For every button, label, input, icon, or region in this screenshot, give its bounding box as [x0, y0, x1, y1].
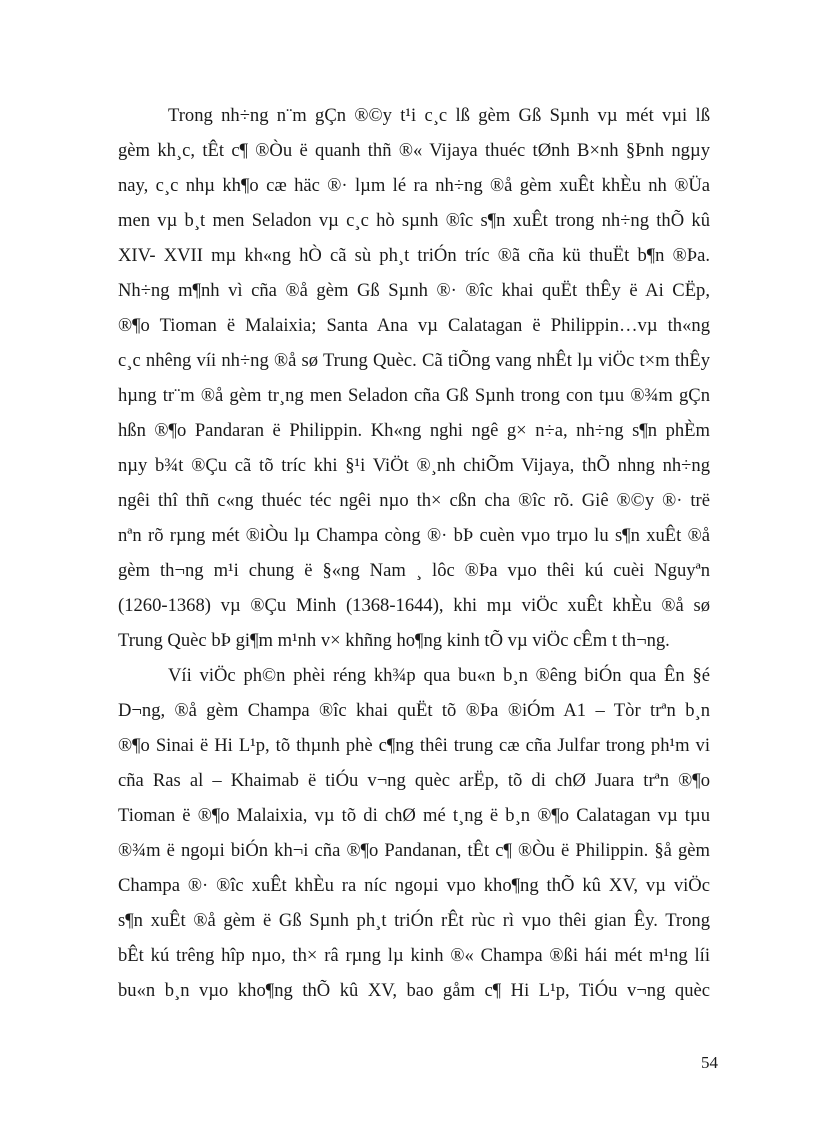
text-line: Champa ®· ®îc xuÊt khÈu ra níc ngoµi vµo kho¶ng thÕ kû XV, vµ viÖc	[118, 875, 710, 896]
page-number: 54	[701, 1053, 718, 1072]
text-line: XIV- XVII mµ kh«ng hÒ cã sù ph¸t triÓn tríc ®ã cña kü thuËt b¶n ®Þa.	[118, 245, 710, 266]
text-line: nªn rõ rµng mét ®iÒu lµ Champa còng ®· bÞ cuèn vµo trµo lu s¶n xuÊt ®å	[118, 525, 710, 546]
text-line: gèm th¬ng m¹i chung ë §«ng Nam ¸ lôc ®Þa vµo thêi kú cuèi Nguyªn	[118, 560, 710, 581]
body-text	[118, 98, 710, 1008]
text-line: Tioman ë ®¶o Malaixia, vµ tõ di chØ mé t¸ng ë b¸n ®¶o Calatagan vµ tµu	[118, 805, 710, 826]
paragraph-2	[118, 658, 710, 1008]
text-line: gèm kh¸c, tÊt c¶ ®Òu ë quanh thñ ®« Vijaya thuéc tØnh B×nh §Þnh ngµy	[118, 140, 710, 161]
text-line: Trung Quèc bÞ gi¶m m¹nh v× khñng ho¶ng kinh tÕ vµ viÖc cÊm t th¬ng.	[118, 630, 670, 651]
text-line: Nh÷ng m¶nh vì cña ®å gèm Gß Sµnh ®· ®îc khai quËt thÊy ë Ai CËp,	[118, 280, 710, 301]
text-line: men vµ b¸t men Seladon vµ c¸c hò sµnh ®îc s¶n xuÊt trong nh÷ng thÕ kû	[118, 210, 710, 231]
text-line: bÊt kú trêng hîp nµo, th× râ rµng lµ kinh ®« Champa ®ßi hái mét m¹ng líi	[118, 945, 710, 966]
text-line: cña Ras al – Khaimab ë tiÓu v¬ng quèc arËp, tõ di chØ Juara trªn ®¶o	[118, 770, 710, 791]
text-line: hµng tr¨m ®å gèm tr¸ng men Seladon cña Gß Sµnh trong con tµu ®¾m gÇn	[118, 385, 710, 406]
paragraph-1	[118, 98, 710, 658]
text-line: ®¶o Sinai ë Hi L¹p, tõ thµnh phè c¶ng thêi trung cæ cña Julfar trong ph¹m vi	[118, 735, 710, 756]
text-line: D¬ng, ®å gèm Champa ®îc khai quËt tõ ®Þa ®iÓm A1 – Tòr trªn b¸n	[118, 700, 710, 721]
text-line: nay, c¸c nhµ kh¶o cæ häc ®· lµm lé ra nh÷ng ®å gèm xuÊt khÈu nh ®Üa	[118, 175, 710, 196]
text-line: bu«n b¸n vµo kho¶ng thÕ kû XV, bao gåm c¶ Hi L¹p, TiÓu v¬ng quèc	[118, 980, 710, 1001]
text-line: nµy b¾t ®Çu cã tõ tríc khi §¹i ViÖt ®¸nh chiÕm Vijaya, thÕ nhng nh÷ng	[118, 455, 710, 476]
text-line: ®¾m ë ngoµi biÓn kh¬i cña ®¶o Pandanan, tÊt c¶ ®Òu ë Philippin. §å gèm	[118, 840, 710, 861]
text-line: hßn ®¶o Pandaran ë Philippin. Kh«ng nghi ngê g× n÷a, nh÷ng s¶n phÈm	[118, 420, 710, 441]
text-line: Víi viÖc ph©n phèi réng kh¾p qua bu«n b¸n ®êng biÓn qua Ên §é	[168, 665, 710, 686]
text-line: (1260-1368) vµ ®Çu Minh (1368-1644), khi mµ viÖc xuÊt khÈu ®å sø	[118, 595, 710, 616]
text-line: c¸c nhêng víi nh÷ng ®å sø Trung Quèc. Cã tiÕng vang nhÊt lµ viÖc t×m thÊy	[118, 350, 710, 371]
text-line: ®¶o Tioman ë Malaixia; Santa Ana vµ Calatagan ë Philippin…vµ th«ng	[118, 315, 710, 336]
text-line: ngêi thî thñ c«ng thuéc téc ngêi nµo th× cßn cha ®îc rõ. Giê ®©y ®· trë	[118, 490, 710, 511]
text-line: Trong nh÷ng n¨m gÇn ®©y t¹i c¸c lß gèm Gß Sµnh vµ mét vµi lß	[168, 105, 710, 126]
text-line: s¶n xuÊt ®å gèm ë Gß Sµnh ph¸t triÓn rÊt rùc rì vµo thêi gian Êy. Trong	[118, 910, 710, 931]
